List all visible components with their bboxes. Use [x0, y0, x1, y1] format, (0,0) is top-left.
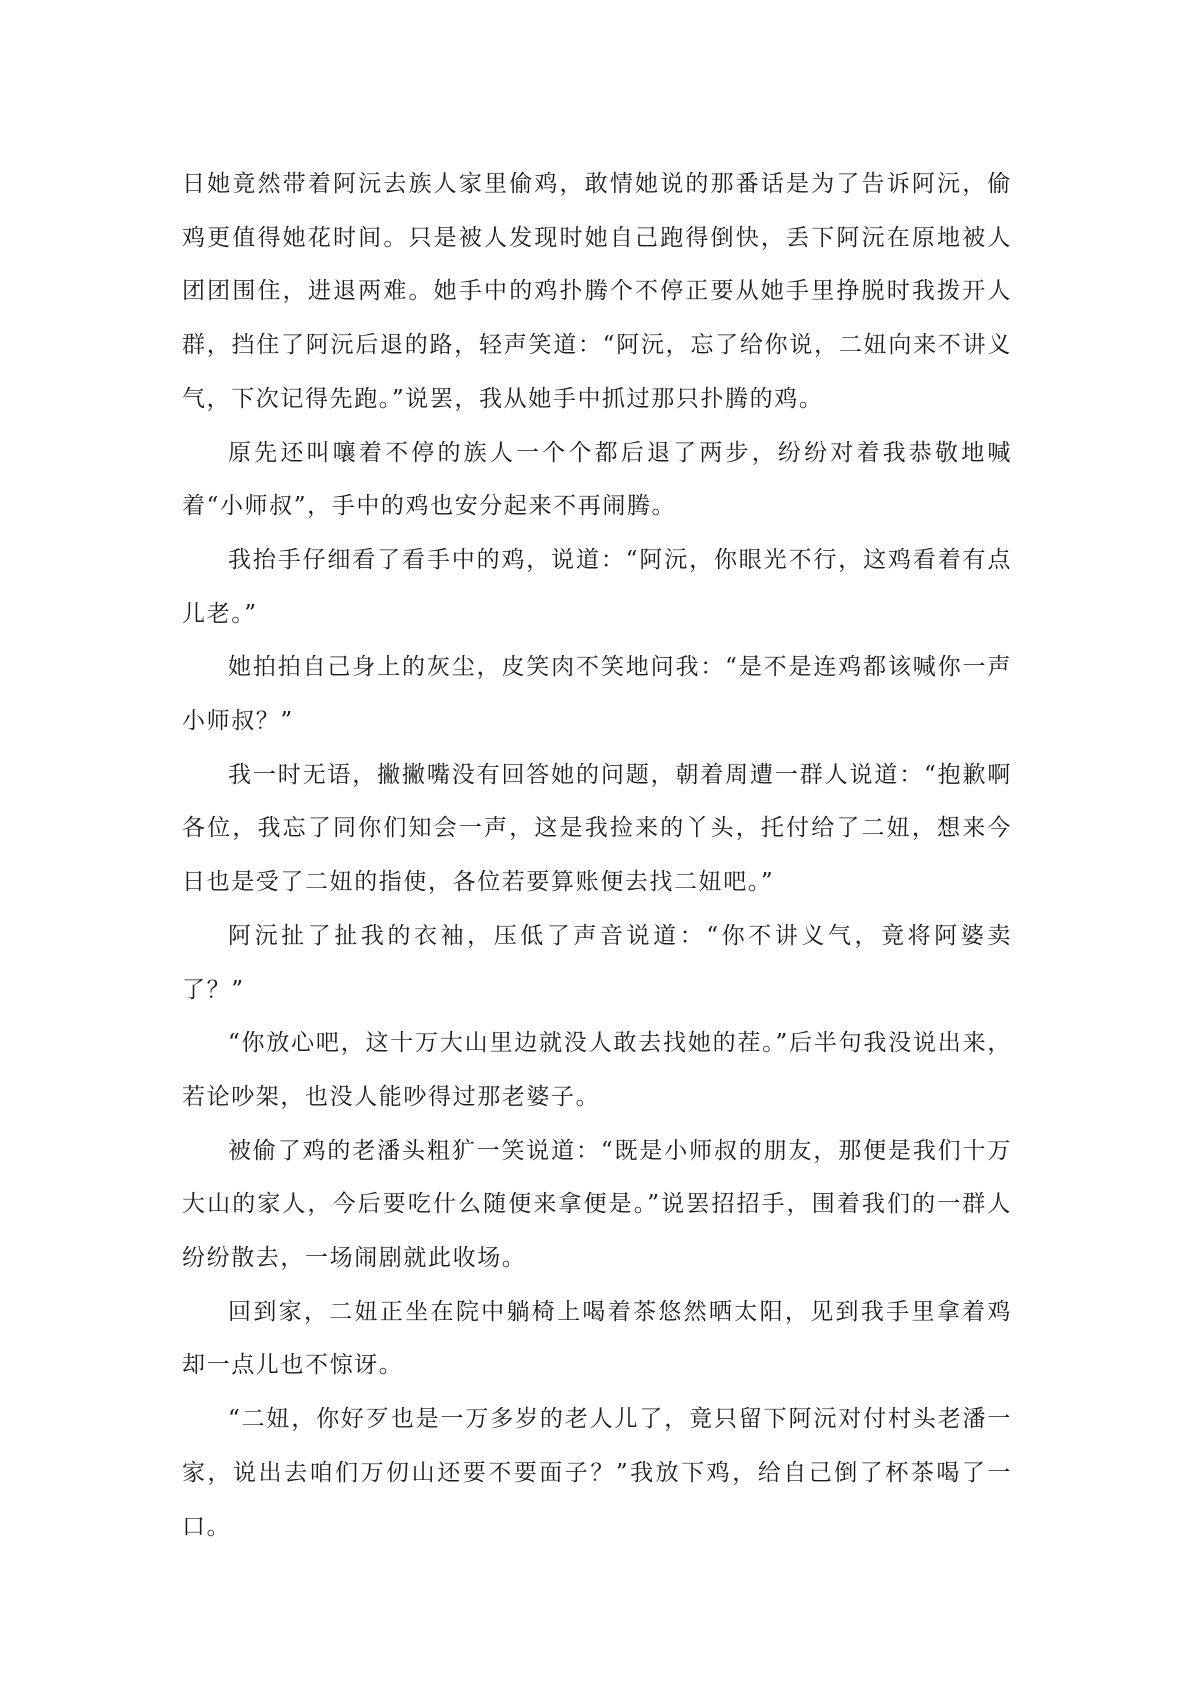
paragraph-3: 我抬手仔细看了看手中的鸡，说道：“阿沅，你眼光不行，这鸡看着有点儿老。” — [182, 546, 1012, 627]
paragraph-5: 我一时无语，撇撇嘴没有回答她的问题，朝着周遭一群人说道：“抱歉啊各位，我忘了同你们知会一声，这是我捡来的丫头，托付给了二妞，想来今日也是受了二妞的指使，各位若要算账便去找二妞吧。” — [182, 761, 1012, 896]
body-text — [182, 158, 1012, 1554]
paragraph-1: 日她竟然带着阿沅去族人家里偷鸡，敢情她说的那番话是为了告诉阿沅，偷鸡更值得她花时间。只是被人发现时她自己跑得倒快，丢下阿沅在原地被人团团围住，进退两难。她手中的鸡扑腾个不停正要从她手里挣脱时我拨开人群，挡住了阿沅后退的路，轻声笑道：“阿沅，忘了给你说，二妞向来不讲义气，下次记得先跑。”说罢，我从她手中抓过那只扑腾的鸡。 — [182, 171, 1012, 412]
paragraph-2: 原先还叫嚷着不停的族人一个个都后退了两步，纷纷对着我恭敬地喊着“小师叔”，手中的鸡也安分起来不再闹腾。 — [182, 439, 1012, 520]
paragraph-6: 阿沅扯了扯我的衣袖，压低了声音说道：“你不讲义气，竟将阿婆卖了？” — [182, 922, 1012, 1003]
paragraph-4: 她拍拍自己身上的灰尘，皮笑肉不笑地问我：“是不是连鸡都该喊你一声小师叔？” — [182, 654, 1012, 735]
paragraph-7: “你放心吧，这十万大山里边就没人敢去找她的茬。”后半句我没说出来，若论吵架，也没人能吵得过那老婆子。 — [182, 1030, 1012, 1110]
paragraph-8: 被偷了鸡的老潘头粗犷一笑说道：“既是小师叔的朋友，那便是我们十万大山的家人，今后要吃什么随便来拿便是。”说罢招招手，围着我们的一群人纷纷散去，一场闹剧就此收场。 — [182, 1137, 1012, 1272]
paragraph-9: 回到家，二妞正坐在院中躺椅上喝着茶悠然晒太阳，见到我手里拿着鸡却一点儿也不惊讶。 — [182, 1298, 1012, 1379]
paragraph-10: “二妞，你好歹也是一万多岁的老人儿了，竟只留下阿沅对付村头老潘一家，说出去咱们万仞山还要不要面子？”我放下鸡，给自己倒了杯茶喝了一口。 — [182, 1406, 1012, 1540]
